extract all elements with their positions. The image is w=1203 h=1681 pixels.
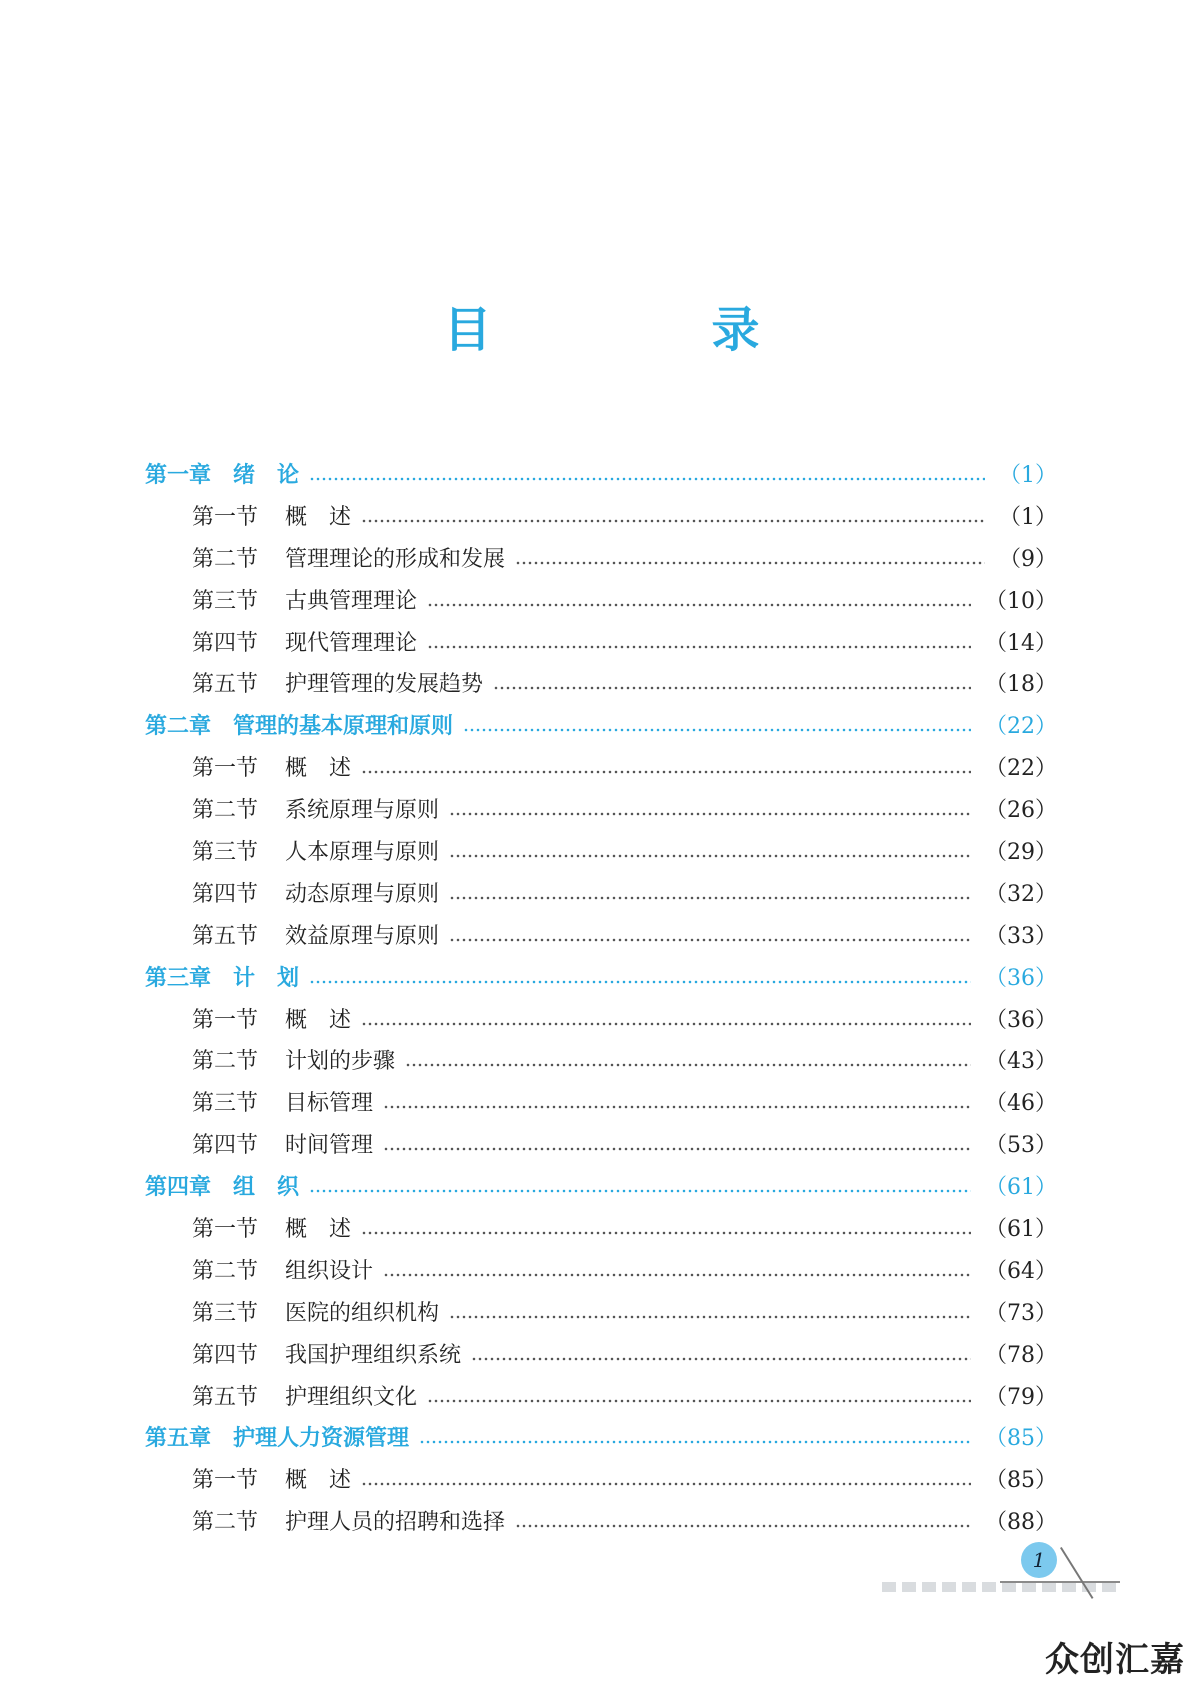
leader-dots — [515, 561, 985, 565]
toc-page-number: （22） — [985, 714, 1057, 740]
toc-section[interactable] — [145, 1251, 1057, 1293]
toc-section[interactable] — [145, 1293, 1057, 1335]
toc-entry-label: 管理理论的形成和发展 — [285, 546, 506, 572]
leader-dots — [449, 938, 971, 942]
toc-entry-label: 效益原理与原则 — [285, 923, 440, 949]
leader-dots — [309, 477, 985, 481]
toc-section-number: 第三节 — [192, 839, 259, 865]
toc-entry-label: 人本原理与原则 — [285, 839, 440, 865]
leader-dots — [361, 1022, 971, 1026]
leader-dots — [427, 1399, 971, 1403]
watermark-text: 众创汇嘉 — [1045, 1640, 1185, 1680]
leader-dots — [515, 1524, 971, 1528]
toc-section[interactable] — [145, 623, 1057, 665]
toc-section-number: 第一节 — [192, 1216, 259, 1242]
leader-dots — [463, 728, 971, 732]
leader-dots — [419, 1440, 971, 1444]
leader-dots — [383, 1273, 971, 1277]
toc-chapter-4[interactable] — [145, 1167, 1057, 1209]
toc-entry-label: 第三章 计 划 — [145, 965, 300, 991]
toc-section-number: 第五节 — [192, 923, 259, 949]
leader-dots — [449, 854, 971, 858]
toc-page-number: （78） — [985, 1342, 1057, 1368]
toc-entry-label: 护理人员的招聘和选择 — [285, 1510, 506, 1536]
toc-section[interactable] — [145, 664, 1057, 706]
toc-section-number: 第一节 — [192, 1007, 259, 1033]
toc-entry-label: 时间管理 — [285, 1133, 374, 1159]
toc-entry-label: 护理管理的发展趋势 — [285, 672, 484, 698]
leader-dots — [309, 1189, 971, 1193]
toc-entry-label: 护理组织文化 — [285, 1384, 418, 1410]
toc-section[interactable] — [145, 748, 1057, 790]
toc-section[interactable] — [145, 581, 1057, 623]
toc-section[interactable] — [145, 1041, 1057, 1083]
toc-entry-label: 系统原理与原则 — [285, 798, 440, 824]
leader-dots — [493, 686, 971, 690]
toc-section[interactable] — [145, 916, 1057, 958]
toc-entry-label: 第四章 组 织 — [145, 1175, 300, 1201]
toc-page-number: （61） — [985, 1175, 1057, 1201]
leader-dots — [383, 1147, 971, 1151]
toc-section-number: 第四节 — [192, 630, 259, 656]
toc-entry-label: 医院的组织机构 — [285, 1300, 440, 1326]
toc-page-number: （46） — [985, 1091, 1057, 1117]
leader-dots — [361, 770, 971, 774]
toc-entry-label: 我国护理组织系统 — [285, 1342, 462, 1368]
toc-section-number: 第四节 — [192, 1133, 259, 1159]
toc-page-number: （33） — [985, 923, 1057, 949]
toc-section[interactable] — [145, 1209, 1057, 1251]
toc-section[interactable] — [145, 1460, 1057, 1502]
toc-entry-label: 概 述 — [285, 1216, 352, 1242]
toc-chapter-2[interactable] — [145, 706, 1057, 748]
leader-dots — [427, 603, 971, 607]
toc-section-number: 第三节 — [192, 588, 259, 614]
toc-section-number: 第三节 — [192, 1091, 259, 1117]
toc-chapter-1[interactable] — [145, 455, 1057, 497]
toc-chapter-5[interactable] — [145, 1418, 1057, 1460]
leader-dots — [427, 645, 971, 649]
toc-page-number: （26） — [985, 798, 1057, 824]
leader-dots — [449, 812, 971, 816]
toc-section[interactable] — [145, 539, 1057, 581]
toc-page-number: （29） — [985, 839, 1057, 865]
page-title: 目 录 — [443, 302, 846, 358]
leader-dots — [361, 519, 985, 523]
toc-section-number: 第四节 — [192, 881, 259, 907]
toc-page-number: （22） — [985, 756, 1057, 782]
toc-section-number: 第三节 — [192, 1300, 259, 1326]
toc-page-number: （36） — [985, 1007, 1057, 1033]
toc-page-number: （36） — [985, 965, 1057, 991]
toc-section[interactable] — [145, 1335, 1057, 1377]
toc-page-number: （32） — [985, 881, 1057, 907]
toc-section[interactable] — [145, 497, 1057, 539]
toc-page-number: （73） — [985, 1300, 1057, 1326]
toc-section[interactable] — [145, 1125, 1057, 1167]
toc-entry-label: 计划的步骤 — [285, 1049, 396, 1075]
toc-page-number: （18） — [985, 672, 1057, 698]
toc-entry-label: 组织设计 — [285, 1258, 374, 1284]
toc-section-number: 第一节 — [192, 504, 259, 530]
toc-page-number: （1） — [999, 504, 1057, 530]
toc-page-number: （43） — [985, 1049, 1057, 1075]
toc-section-number: 第二节 — [192, 1510, 259, 1536]
toc-entry-label: 现代管理理论 — [285, 630, 418, 656]
toc-section-number: 第五节 — [192, 672, 259, 698]
toc-page-number: （53） — [985, 1133, 1057, 1159]
table-of-contents — [145, 455, 1057, 1544]
toc-section-number: 第一节 — [192, 1468, 259, 1494]
leader-dots — [449, 896, 971, 900]
toc-page-number: （88） — [985, 1510, 1057, 1536]
toc-entry-label: 动态原理与原则 — [285, 881, 440, 907]
toc-page-number: （64） — [985, 1258, 1057, 1284]
page-number-badge: 1 — [1021, 1542, 1057, 1578]
toc-entry-label: 概 述 — [285, 504, 352, 530]
toc-page-number: （10） — [985, 588, 1057, 614]
toc-section[interactable] — [145, 1083, 1057, 1125]
toc-entry-label: 目标管理 — [285, 1091, 374, 1117]
toc-section[interactable] — [145, 1502, 1057, 1544]
toc-entry-label: 概 述 — [285, 756, 352, 782]
toc-page-number: （85） — [985, 1426, 1057, 1452]
toc-section[interactable] — [145, 1377, 1057, 1419]
toc-section-number: 第二节 — [192, 546, 259, 572]
toc-entry-label: 概 述 — [285, 1007, 352, 1033]
toc-section[interactable] — [145, 832, 1057, 874]
toc-section[interactable] — [145, 874, 1057, 916]
toc-page-number: （85） — [985, 1468, 1057, 1494]
leader-dots — [471, 1357, 971, 1361]
leader-dots — [383, 1105, 971, 1109]
toc-section-number: 第一节 — [192, 756, 259, 782]
toc-entry-label: 概 述 — [285, 1468, 352, 1494]
toc-chapter-3[interactable] — [145, 958, 1057, 1000]
toc-section[interactable] — [145, 1000, 1057, 1042]
leader-dots — [449, 1315, 971, 1319]
toc-entry-label: 第二章 管理的基本原理和原则 — [145, 714, 454, 740]
toc-entry-label: 第一章 绪 论 — [145, 462, 300, 488]
footer-rule — [1000, 1581, 1120, 1583]
toc-section-number: 第五节 — [192, 1384, 259, 1410]
toc-page-number: （14） — [985, 630, 1057, 656]
toc-section-number: 第二节 — [192, 1258, 259, 1284]
toc-section-number: 第四节 — [192, 1342, 259, 1368]
leader-dots — [361, 1482, 971, 1486]
leader-dots — [309, 980, 971, 984]
toc-page-number: （9） — [999, 546, 1057, 572]
toc-section[interactable] — [145, 790, 1057, 832]
toc-section-number: 第二节 — [192, 798, 259, 824]
toc-entry-label: 第五章 护理人力资源管理 — [145, 1426, 410, 1452]
toc-page-number: （61） — [985, 1216, 1057, 1242]
toc-page-number: （1） — [999, 462, 1057, 488]
toc-section-number: 第二节 — [192, 1049, 259, 1075]
leader-dots — [361, 1231, 971, 1235]
toc-entry-label: 古典管理理论 — [285, 588, 418, 614]
leader-dots — [405, 1063, 971, 1067]
toc-page-number: （79） — [985, 1384, 1057, 1410]
